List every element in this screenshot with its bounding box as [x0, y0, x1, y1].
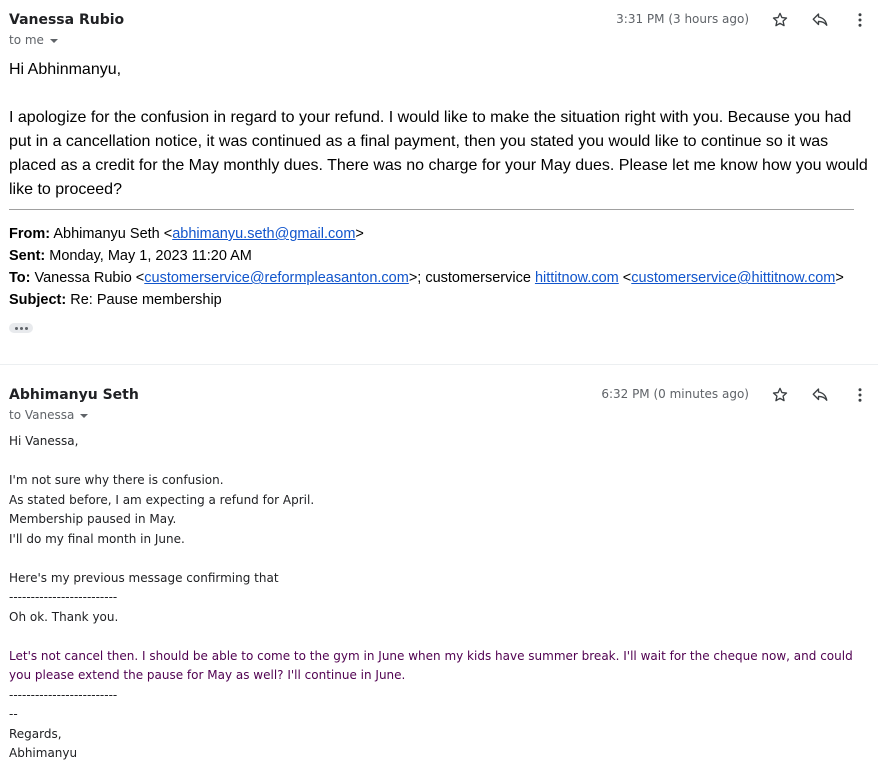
signature-line: Abhimanyu [9, 746, 78, 760]
star-button[interactable] [768, 383, 792, 407]
quote-separator [9, 209, 854, 210]
recipient-label: to Vanessa [9, 408, 75, 422]
signature-line: -- [9, 707, 18, 721]
chevron-down-icon [80, 414, 88, 418]
body-line: Membership paused in May. [9, 512, 177, 526]
sender-name[interactable]: Vanessa Rubio [9, 12, 125, 28]
signature-line: Regards, [9, 726, 62, 741]
to-domain-link[interactable]: hittitnow.com [534, 270, 619, 286]
reply-icon [811, 386, 829, 404]
more-vert-icon [851, 386, 869, 404]
body-line: Hi Vanessa, [9, 434, 79, 448]
reply-button[interactable] [808, 383, 832, 407]
body-line [9, 452, 871, 472]
message-timestamp: 3:31 PM (3 hours ago) [616, 12, 749, 26]
reply-icon [811, 11, 829, 29]
show-trimmed-content-button[interactable] [9, 323, 33, 333]
ellipsis-dot [25, 327, 28, 330]
star-icon [771, 11, 789, 29]
signature-line: ------------------------- [9, 687, 118, 702]
quoted-header [9, 223, 869, 311]
message-paragraph: I apologize for the confusion in regard to your refund. I would like to make the situation right with you. Because you had put in a cancellation notice, it was continued as a final payment, then you stated you would like to continue so it was placed as a credit for the May monthly dues. There was no charge for your May dues. Please let me know how you would like to proceed? [9, 109, 868, 198]
reply-button[interactable] [808, 8, 832, 32]
to-email-link-hittitnow[interactable]: customerservice@hittitnow.com [631, 270, 836, 286]
body-line [9, 549, 871, 569]
message-body [9, 432, 871, 764]
star-button[interactable] [768, 8, 792, 32]
body-line: I'm not sure why there is confusion. [9, 473, 224, 487]
ellipsis-dot [15, 327, 18, 330]
message-greeting: Hi Abhinmanyu, [9, 61, 122, 78]
body-line: Here's my previous message confirming that [9, 570, 279, 585]
to-email-link-reform[interactable]: customerservice@reformpleasanton.com [144, 270, 409, 286]
sender-name[interactable]: Abhimanyu Seth [9, 387, 139, 403]
message-divider [0, 364, 878, 365]
recipient-details-toggle[interactable] [9, 33, 58, 47]
quoted-previous-message: Let's not cancel then. I should be able to come to the gym in June when my kids have summer break. I'll wait for the cheque now, and could you please extend the pause for May as well? I'll continue in June. [9, 648, 853, 682]
body-line-blank [9, 627, 871, 647]
body-line: ------------------------- [9, 590, 118, 604]
body-line: As stated before, I am expecting a refund for April. [9, 492, 315, 507]
quoted-from-line: From: Abhimanyu Seth <abhimanyu.seth@gmail.com> [9, 226, 364, 242]
recipient-label: to me [9, 33, 44, 47]
recipient-details-toggle[interactable] [9, 408, 88, 422]
message-timestamp: 6:32 PM (0 minutes ago) [601, 387, 749, 401]
quoted-subject-line: Subject: Re: Pause membership [9, 292, 222, 308]
more-options-button[interactable] [848, 8, 872, 32]
quoted-to-line: To: Vanessa Rubio <customerservice@reformpleasanton.com>; customerservice hittitnow.com <customerservice@hittitnow.com> [9, 270, 844, 286]
body-line: Oh ok. Thank you. [9, 609, 119, 624]
chevron-down-icon [50, 39, 58, 43]
from-email-link[interactable]: abhimanyu.seth@gmail.com [172, 226, 356, 242]
ellipsis-dot [20, 327, 23, 330]
more-vert-icon [851, 11, 869, 29]
more-options-button[interactable] [848, 383, 872, 407]
quoted-sent-line: Sent: Monday, May 1, 2023 11:20 AM [9, 248, 252, 264]
star-icon [771, 386, 789, 404]
body-line: I'll do my final month in June. [9, 531, 185, 546]
